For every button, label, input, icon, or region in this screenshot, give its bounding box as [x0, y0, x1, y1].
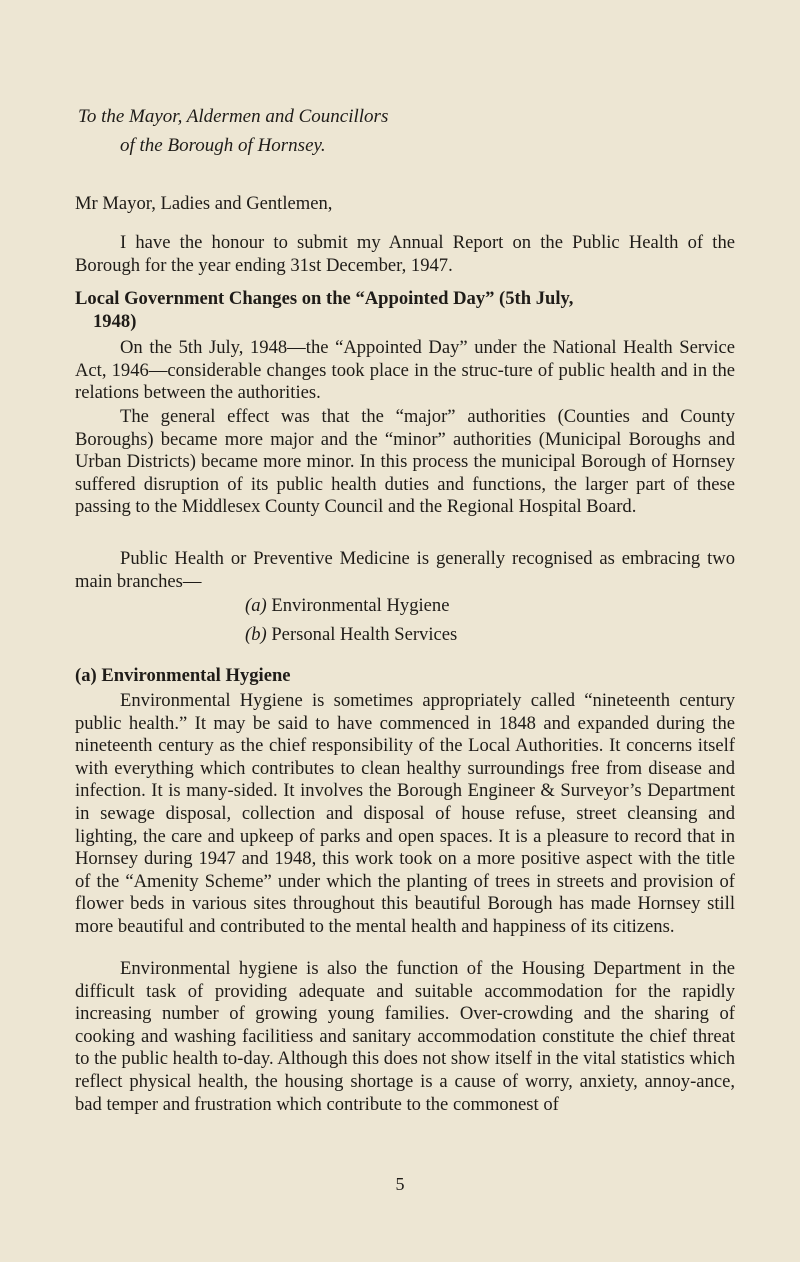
heading-line-2: 1948) [93, 310, 137, 332]
address-line-2: of the Borough of Hornsey. [120, 135, 326, 156]
branch-label-a: Environmental Hygiene [271, 595, 450, 616]
section-heading-environmental-hygiene: (a) Environmental Hygiene [75, 665, 291, 686]
salutation: Mr Mayor, Ladies and Gentlemen, [75, 193, 333, 214]
section-heading-appointed-day [75, 288, 735, 333]
branch-label-b: Personal Health Services [271, 624, 458, 645]
branch-marker-b: (b) [245, 624, 267, 645]
preventive-medicine-paragraph: Public Health or Preventive Medicine is generally recognised as embracing two main branches— [75, 548, 735, 592]
housing-paragraph: Environmental hygiene is also the function of the Housing Department in the difficult task of providing adequate and suitable accommodation for the rapidly increasing number of growing young families. Over-crowding and the sharing of cooking and washing facilitiess and sanitary accommodation constitute the chief threat to the public health to-day. Although this does not show itself in the vital statistics which reflect physical health, the housing shortage is a cause of worry, anxiety, annoy-ance, bad temper and frustration which contribute to the commonest of [75, 958, 735, 1115]
general-effect-paragraph: The general effect was that the “major” authorities (Counties and County Boroughs) became more major and the “minor” authorities (Municipal Boroughs and Urban Districts) became more minor. In this process the municipal Borough of Hornsey suffered disruption of its public health duties and functions, the larger part of these passing to the Middlesex County Council and the Regional Hospital Board. [75, 406, 735, 518]
environmental-hygiene-paragraph: Environmental Hygiene is sometimes appropriately called “nineteenth century public health.” It may be said to have commenced in 1848 and expanded during the nineteenth century as the chief responsibility of the Local Authorities. It concerns itself with everything which contributes to clean healthy surroundings free from disease and infection. It is many-sided. It involves the Borough Engineer & Surveyor’s Department in sewage disposal, collection and disposal of house refuse, street cleansing and lighting, the care and upkeep of parks and open spaces. It is a pleasure to record that in Hornsey during 1947 and 1948, this work took on a more positive aspect with the title of the “Amenity Scheme” under which the planting of trees in streets and provision of flower beds in various sites throughout this beautiful Borough has made Hornsey still more beautiful and contributed to the mental health and happiness of its citizens. [75, 690, 735, 937]
appointed-day-paragraph: On the 5th July, 1948—the “Appointed Day” under the National Health Service Act, 1946—considerable changes took place in the struc-ture of public health and in the relations between the authorities. [75, 337, 735, 404]
page-number: 5 [395, 1174, 405, 1194]
heading-line-1: Local Government Changes on the “Appointed Day” (5th July, [75, 288, 574, 309]
address-line-1: To the Mayor, Aldermen and Councillors [78, 106, 389, 127]
branch-marker-a: (a) [245, 595, 267, 616]
branch-item-a [245, 595, 449, 617]
intro-paragraph: I have the honour to submit my Annual Report on the Public Health of the Borough for the year ending 31st December, 1947. [75, 232, 735, 276]
branch-item-b [245, 624, 457, 646]
